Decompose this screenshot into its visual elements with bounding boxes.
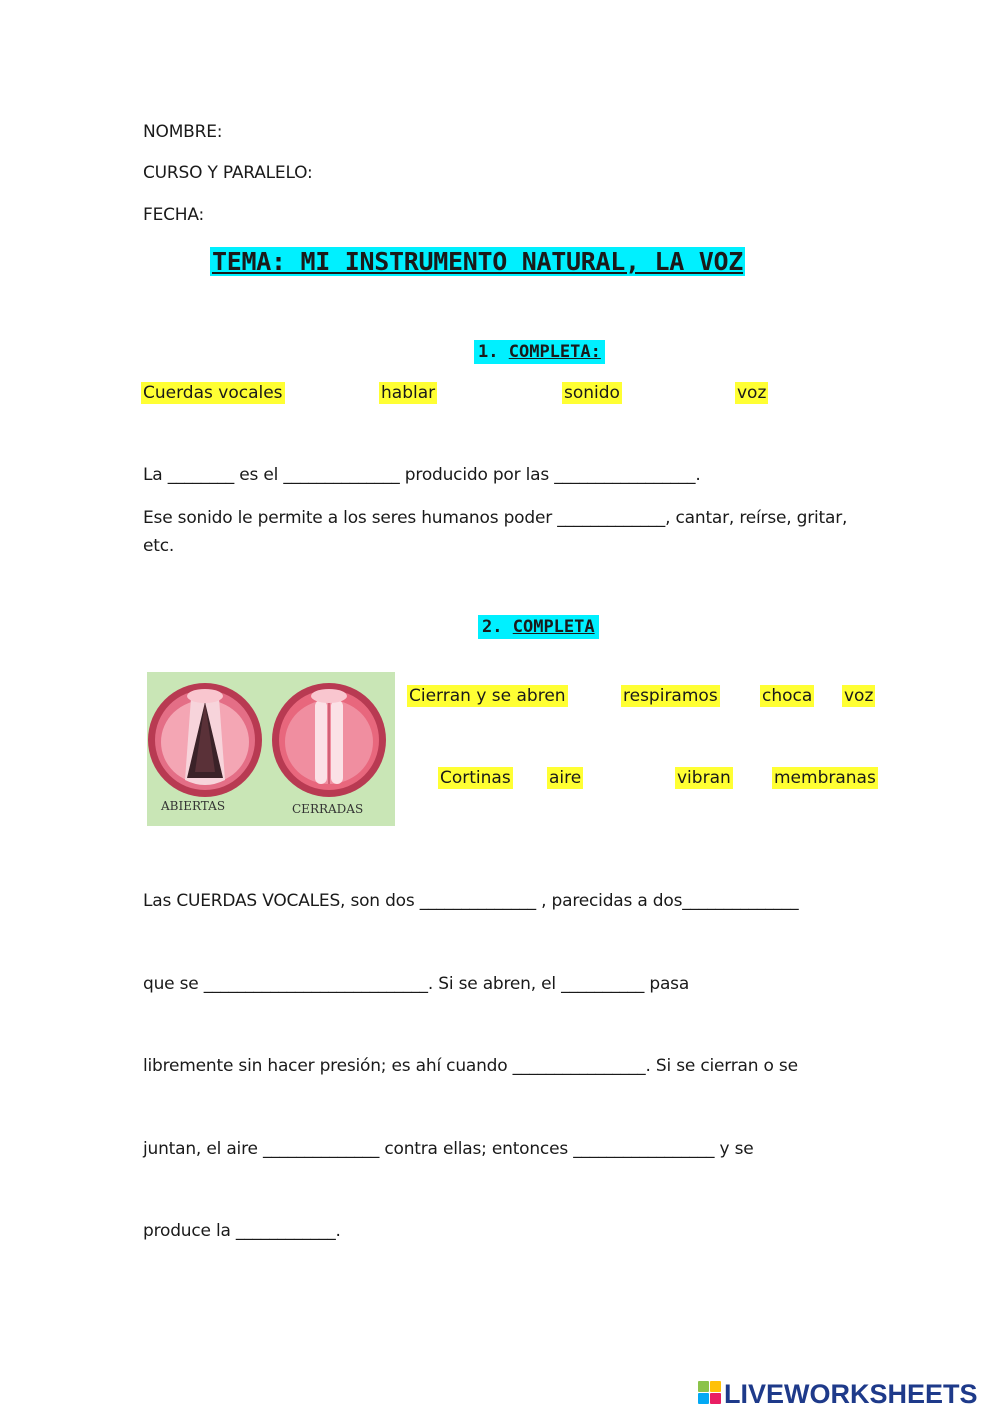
section2-sentence-5: produce la ____________. bbox=[143, 1221, 341, 1241]
section2-sentence-1: Las CUERDAS VOCALES, son dos ______________ , parecidas a dos______________ bbox=[143, 891, 799, 911]
section2-sentence-2: que se ___________________________. Si se abren, el __________ pasa bbox=[143, 974, 690, 994]
section1-label: COMPLETA: bbox=[508, 342, 601, 362]
curso-paralelo-label: CURSO Y PARALELO: bbox=[143, 163, 313, 183]
word-bank-item: Cierran y se abren bbox=[409, 686, 566, 706]
logo-text: LIVEWORKSHEETS bbox=[724, 1379, 978, 1408]
section1-number: 1. bbox=[478, 342, 499, 362]
vocal-cords-illustration bbox=[147, 672, 395, 826]
fecha-label: FECHA: bbox=[143, 205, 205, 225]
word-bank-item: vibran bbox=[677, 768, 731, 788]
closed-label: CERRADAS bbox=[292, 802, 364, 816]
page-title: TEMA: MI INSTRUMENTO NATURAL, LA VOZ bbox=[212, 247, 744, 276]
section2-sentence-3: libremente sin hacer presión; es ahí cuando ________________. Si se cierran o se bbox=[143, 1056, 798, 1076]
word-bank-item: sonido bbox=[564, 383, 620, 403]
word-bank-item: respiramos bbox=[623, 686, 718, 706]
section1-heading bbox=[474, 340, 605, 364]
section1-sentence-2: Ese sonido le permite a los seres humanos poder _____________, cantar, reírse, gritar, bbox=[143, 508, 848, 528]
word-bank-item: voz bbox=[844, 686, 874, 706]
section1-sentence-2-cont: etc. bbox=[143, 536, 175, 556]
word-bank-item: choca bbox=[762, 686, 813, 706]
liveworksheets-logo bbox=[698, 1378, 994, 1408]
word-bank-item: membranas bbox=[774, 768, 876, 788]
section2-heading bbox=[478, 615, 599, 639]
liveworksheets-logo-icon bbox=[698, 1378, 994, 1408]
section1-sentence-1: La ________ es el ______________ producido por las _________________. bbox=[143, 465, 701, 485]
section2-sentence-4: juntan, el aire ______________ contra ellas; entonces _________________ y se bbox=[143, 1139, 754, 1159]
open-label: ABIERTAS bbox=[161, 799, 226, 813]
section2-label: COMPLETA bbox=[512, 617, 595, 637]
word-bank-item: Cortinas bbox=[440, 768, 511, 788]
word-bank-item: Cuerdas vocales bbox=[143, 383, 283, 403]
closed-vocal-cords-icon bbox=[272, 683, 386, 797]
vocal-cords-image bbox=[147, 672, 395, 826]
nombre-label: NOMBRE: bbox=[143, 122, 223, 142]
word-bank-item: voz bbox=[737, 383, 767, 403]
section2-number: 2. bbox=[482, 617, 503, 637]
open-vocal-cords-icon bbox=[148, 683, 262, 797]
word-bank-item: aire bbox=[549, 768, 582, 788]
word-bank-item: hablar bbox=[381, 383, 436, 403]
